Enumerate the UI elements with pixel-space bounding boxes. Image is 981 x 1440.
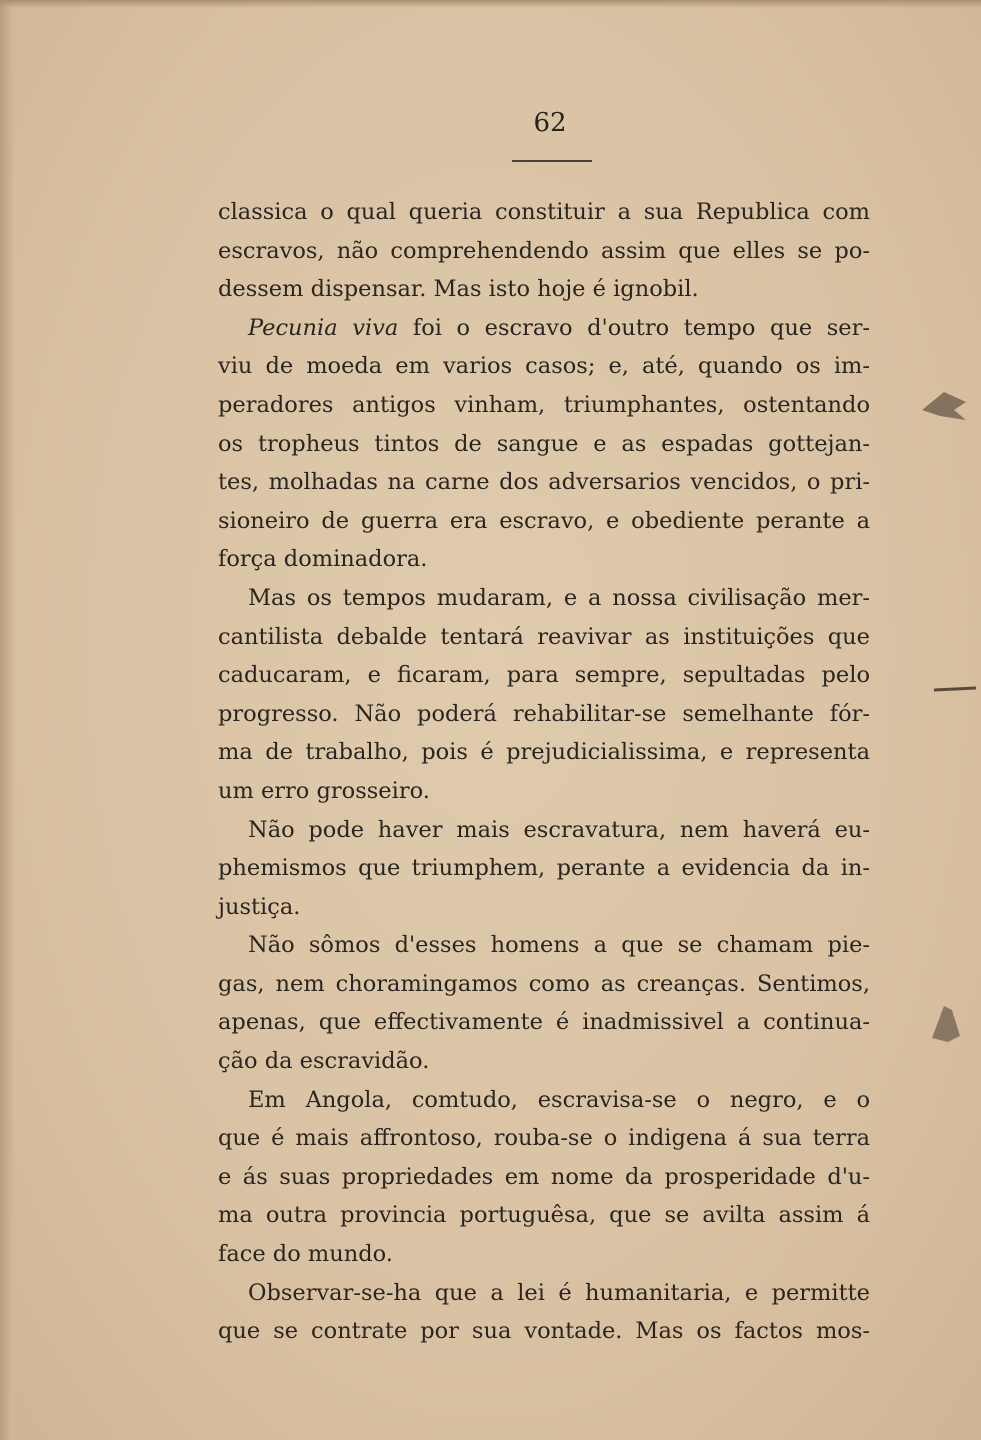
text-line: Não sômos d'esses homens a que se chamam pie- <box>248 932 870 959</box>
text-line: viu de moeda em varios casos; e, até, quando os im- <box>218 353 870 380</box>
text-line: que se contrate por sua vontade. Mas os factos mos- <box>218 1318 870 1345</box>
text-line: caducaram, e ficaram, para sempre, sepultadas pelo <box>218 662 870 689</box>
header-rule <box>512 160 592 162</box>
ink-blot-mark <box>918 380 970 432</box>
text-line: ma de trabalho, pois é prejudicialissima, e representa <box>218 739 870 766</box>
text-line: que é mais affrontoso, rouba-se o indigena á sua terra <box>218 1125 870 1152</box>
text-line: escravos, não comprehendendo assim que elles se po- <box>218 237 870 264</box>
text-line: os tropheus tintos de sangue e as espadas gottejan- <box>218 430 870 457</box>
text-line: face do mundo. <box>218 1241 393 1268</box>
text-line: apenas, que effectivamente é inadmissivel a continua- <box>218 1009 870 1036</box>
body-text <box>218 193 870 1351</box>
ink-blot-mark <box>922 998 972 1048</box>
page-number: 62 <box>533 108 567 138</box>
text-line: Em Angola, comtudo, escravisa-se o negro, e o <box>248 1086 870 1113</box>
text-line: ção da escravidão. <box>218 1048 430 1075</box>
text-line: ma outra provincia portuguêsa, que se avilta assim á <box>218 1202 870 1229</box>
text-line: peradores antigos vinham, triumphantes, ostentando <box>218 391 870 418</box>
text-fragment: foi o escravo d'outro tempo que ser- <box>398 314 870 341</box>
text-line: sioneiro de guerra era escravo, e obediente perante a <box>218 507 870 534</box>
page-edge-top <box>0 0 981 8</box>
text-line: Não pode haver mais escravatura, nem haverá eu- <box>248 816 870 843</box>
text-line: progresso. Não poderá rehabilitar-se semelhante fór- <box>218 700 870 727</box>
text-line: e ás suas propriedades em nome da prosperidade d'u- <box>218 1163 870 1190</box>
text-line <box>218 309 870 348</box>
ink-dash-mark <box>932 680 978 700</box>
text-line: gas, nem choramingamos como as creanças. Sentimos, <box>218 970 870 997</box>
text-line: cantilista debalde tentará reavivar as instituições que <box>218 623 870 650</box>
text-line: força dominadora. <box>218 546 428 573</box>
text-line: justiça. <box>218 893 301 920</box>
text-line: classica o qual queria constituir a sua Republica com <box>218 199 870 225</box>
text-line: um erro grosseiro. <box>218 777 430 804</box>
page-edge-left <box>0 0 14 1440</box>
text-line: Mas os tempos mudaram, e a nossa civilisação mer- <box>248 584 870 611</box>
text-line: phemismos que triumphem, perante a evidencia da in- <box>218 855 870 882</box>
text-line: dessem dispensar. Mas isto hoje é ignobil. <box>218 276 699 303</box>
italic-phrase: Pecunia viva <box>248 314 399 341</box>
text-line: tes, molhadas na carne dos adversarios vencidos, o pri- <box>218 469 870 496</box>
text-line: Observar-se-ha que a lei é humanitaria, e permitte <box>248 1279 870 1306</box>
